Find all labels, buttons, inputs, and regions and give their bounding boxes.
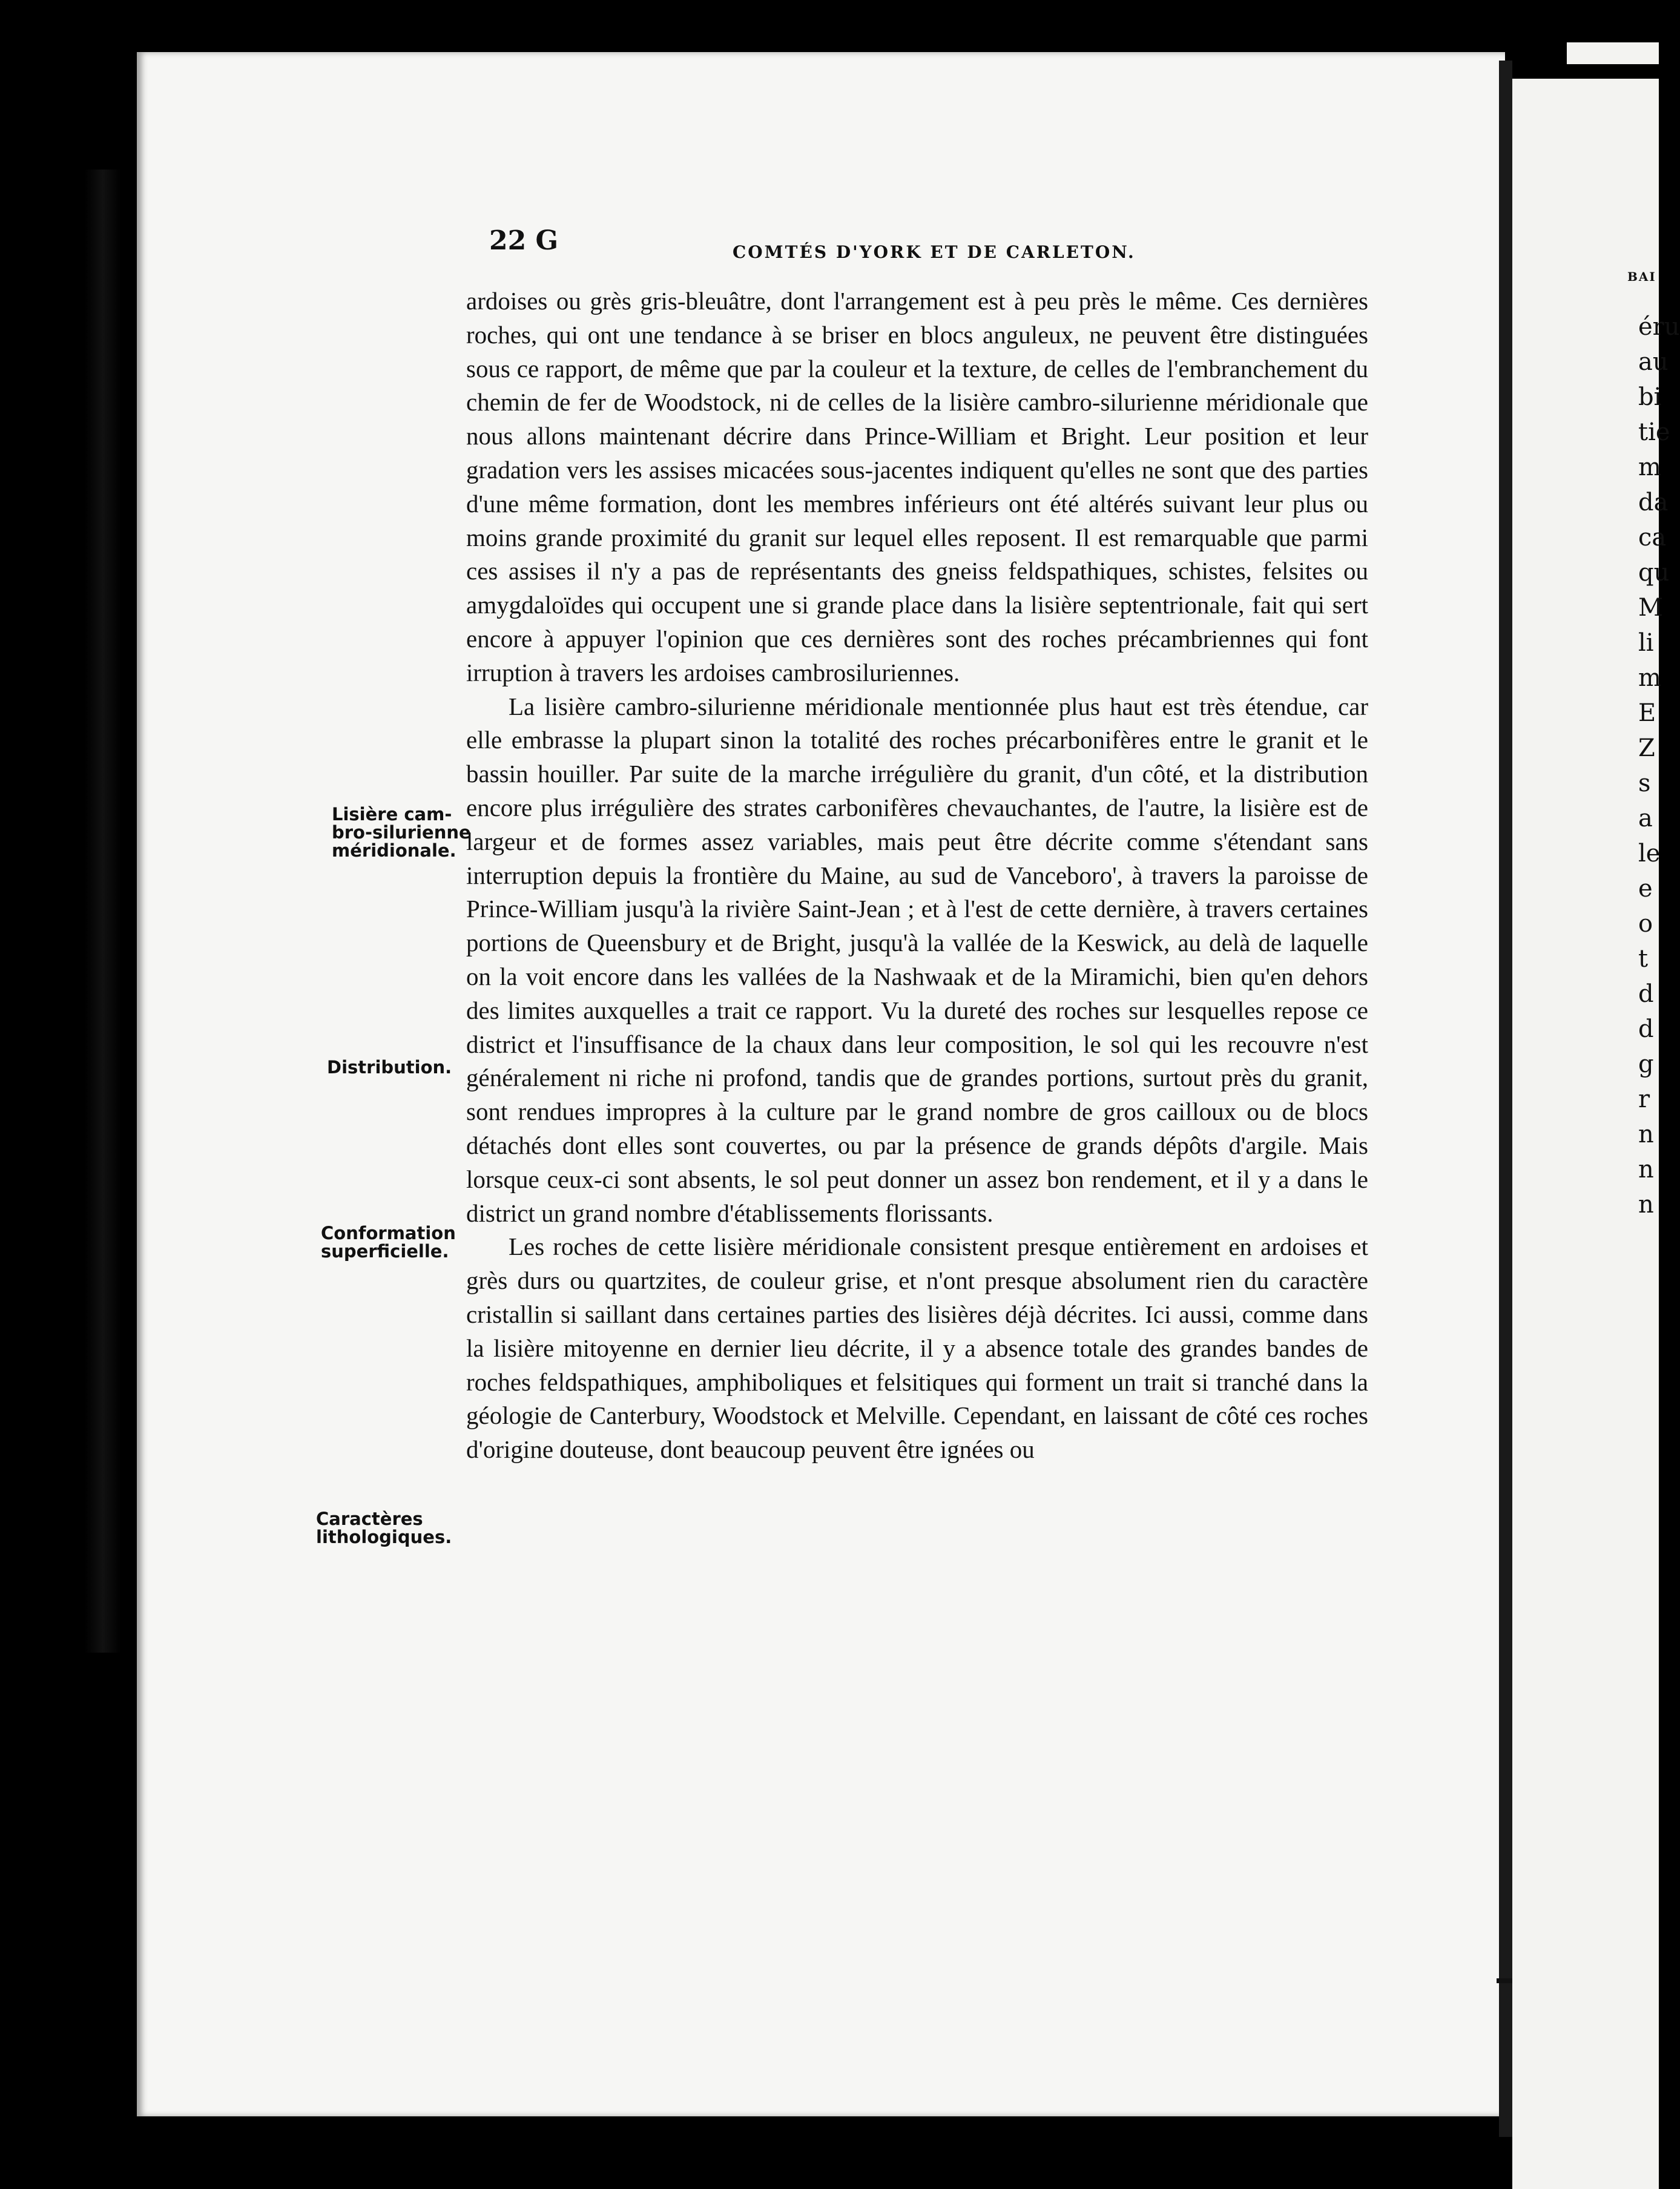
facing-page-line-fragment: bi bbox=[1638, 383, 1662, 411]
facing-page-line-fragment: tie bbox=[1638, 418, 1670, 446]
body-text bbox=[466, 285, 1368, 1467]
margin-note-caracteres: Caractères lithologiques. bbox=[316, 1509, 452, 1547]
facing-page-line-fragment: M bbox=[1638, 594, 1663, 622]
facing-page-line-fragment: ca bbox=[1638, 524, 1667, 551]
paragraph-3: Les roches de cette lisière méridionale consistent presque entièrement en ardoises et grès durs ou quartzites, de couleur grise, et n'ont presque absolument rien du caractère cristallin si saillant dans certaines parties des lisières déjà décrites. Ici aussi, comme dans la lisière mitoyenne en dernier lieu décrite, il y a absence totale des grandes bandes de roches feldspathiques, amphiboliques et felsitiques qui forment un trait si tranché dans la géologie de Canterbury, Woodstock et Melville. Cependant, en laissant de côté ces roches d'origine douteuse, dont beaucoup peuvent être ignées ou bbox=[466, 1233, 1368, 1464]
facing-page-line-fragment: g bbox=[1638, 1050, 1654, 1078]
page-number: 22 G bbox=[489, 225, 559, 256]
page-edge-shadow bbox=[85, 170, 121, 1653]
paragraph-2: La lisière cambro-silurienne méridionale mentionnée plus haut est très étendue, car elle embrasse la plupart sinon la totalité des roches précarbonifères entre le granit et le bassin houiller. Par suite de la marche irrégulière du granit, d'un côté, et la distribution encore plus irrégulière des strates carbonifères chevauchantes, de l'autre, la lisière est de largeur et de formes assez variables, mais peut être décrite comme s'étendant sans interruption depuis la frontière du Maine, au sud de Vanceboro', à travers la paroisse de Prince-William jusqu'à la rivière Saint-Jean ; et à l'est de cette dernière, à travers certaines portions de Queensbury et de Bright, jusqu'à la vallée de la Keswick, au delà de laquelle on la voit encore dans les vallées de la Nashwaak et de la Miramichi, bien qu'en dehors des limites auxquelles a trait ce rapport. Vu la dureté des roches sur lesquelles repose ce district et l'insuffisance de la chaux dans leur composition, le sol qui les recouvre n'est généralement ni riche ni profond, tandis que de grandes portions, surtout près du granit, sont rendues impropres à la culture par le grand nombre de gros cailloux ou de blocs détachés dont elles sont couvertes, ou par la présence de grands dépôts d'argile. Mais lorsque ceux-ci sont absents, le sol peut donner un assez bon rendement, et il y a dans le district un grand nombre d'établissements florissants. bbox=[466, 692, 1368, 1227]
margin-note-conformation: Conformation superficielle. bbox=[321, 1223, 456, 1262]
facing-page-line-fragment: d bbox=[1638, 980, 1654, 1008]
book-gutter bbox=[1499, 61, 1512, 2137]
facing-page-line-fragment: éru bbox=[1638, 313, 1680, 341]
facing-page-line-fragment: le bbox=[1638, 840, 1661, 867]
facing-page-line-fragment: d bbox=[1638, 1015, 1654, 1043]
facing-page-line-fragment: li bbox=[1638, 629, 1654, 657]
facing-page-line-fragment: n bbox=[1638, 1156, 1654, 1183]
facing-page-line-fragment: n bbox=[1638, 1121, 1654, 1148]
facing-page-line-fragment: Z bbox=[1638, 734, 1655, 762]
facing-page-line-fragment: r bbox=[1638, 1085, 1650, 1113]
running-title: COMTÉS D'YORK ET DE CARLETON. bbox=[733, 242, 1136, 262]
facing-page-line-fragment: t bbox=[1638, 945, 1649, 973]
facing-page-line-fragment: n bbox=[1638, 1191, 1654, 1219]
facing-page-line-fragment: o bbox=[1638, 910, 1653, 938]
margin-note-lisiere: Lisière cam- bro-silurienne méridionale. bbox=[332, 804, 471, 861]
facing-page-line-fragment: E bbox=[1638, 699, 1656, 727]
facing-page-line-fragment: s bbox=[1638, 769, 1651, 797]
facing-page-tab bbox=[1567, 42, 1659, 64]
facing-page-line-fragment: da bbox=[1638, 489, 1668, 516]
facing-page-line-fragment: au bbox=[1638, 348, 1668, 376]
facing-page-line-fragment: qu bbox=[1638, 559, 1670, 587]
facing-page-line-fragment: e bbox=[1638, 875, 1653, 903]
facing-page-line-fragment: m bbox=[1638, 664, 1661, 692]
facing-page-line-fragment: m bbox=[1638, 453, 1661, 481]
facing-page-header: BAI bbox=[1627, 269, 1656, 284]
facing-page-line-fragment: a bbox=[1638, 805, 1653, 832]
margin-note-distribution: Distribution. bbox=[327, 1057, 452, 1078]
facing-page bbox=[1512, 79, 1659, 2189]
paragraph-1: ardoises ou grès gris-bleuâtre, dont l'arrangement est à peu près le même. Ces dernières roches, qui ont une tendance à se briser en blocs anguleux, ne peuvent être distinguées sous ce rapport, de même que par la couleur et la texture, de celles de l'embranchement du chemin de fer de Woodstock, ni de celles de la lisière cambro-silurienne méridionale que nous allons maintenant décrire dans Prince-William et Bright. Leur position et leur gradation vers les assises micacées sous-jacentes indiquent qu'elles ne sont que des parties d'une même formation, dont les membres inférieurs ont été altérés suivant leur plus ou moins grande proximité du granit sur lequel elles reposent. Il est remarquable que parmi ces assises il n'y a pas de représentants des gneiss feldspathiques, schistes, felsites ou amygdaloïdes qui occupent une si grande place dans la lisière septentrionale, fait qui sert encore à appuyer l'opinion que ces dernières sont des roches précambriennes qui font irruption à travers les ardoises cambrosiluriennes. bbox=[466, 287, 1368, 686]
